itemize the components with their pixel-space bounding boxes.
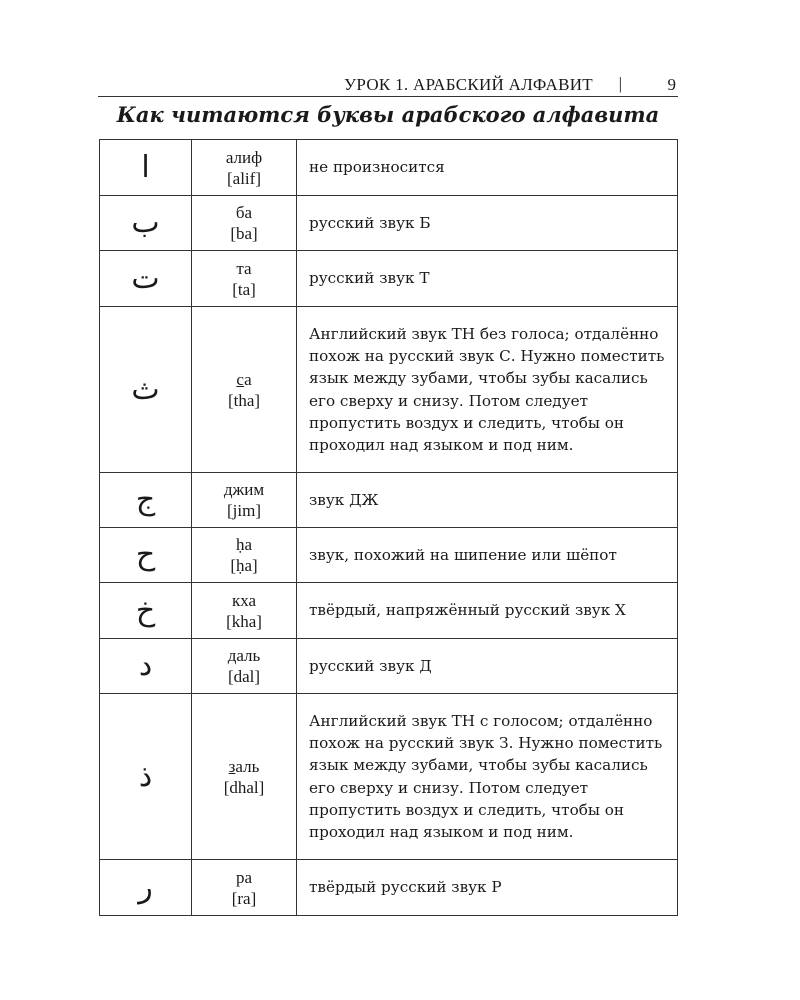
arabic-letter: خ	[100, 583, 192, 639]
letter-transliteration: [ra]	[231, 888, 257, 908]
letter-name-rest: аль	[235, 756, 260, 776]
arabic-letter: ث	[100, 307, 192, 473]
letter-row-dal	[100, 639, 678, 694]
letter-row-alif	[100, 140, 678, 196]
pronunciation-description: русский звук Б	[297, 196, 678, 251]
pronunciation-description: русский звук Т	[297, 251, 678, 307]
arabic-letter: ح	[100, 528, 192, 583]
arabic-letter: د	[100, 639, 192, 694]
pronunciation-description: не произносится	[297, 140, 678, 196]
letter-name	[192, 756, 296, 777]
letter-transliteration: [kha]	[226, 611, 262, 631]
letter-transliteration: [alif]	[227, 168, 261, 188]
letter-row-ba	[100, 196, 678, 251]
letter-name-underlined: з	[228, 756, 236, 776]
letter-transliteration: [ḥa]	[230, 556, 258, 575]
letter-name: ра	[235, 867, 253, 887]
letter-name-cell	[192, 473, 297, 528]
letter-name	[192, 369, 296, 390]
letter-transliteration: [jim]	[227, 501, 261, 520]
letter-name-cell	[192, 251, 297, 307]
header-separator: |	[618, 74, 622, 93]
letter-name: джим	[223, 480, 265, 499]
pronunciation-description: твёрдый русский звук Р	[297, 860, 678, 916]
arabic-letter: ب	[100, 196, 192, 251]
pronunciation-description: русский звук Д	[297, 639, 678, 694]
letter-name: ḥа	[235, 535, 253, 554]
letter-name: ба	[235, 203, 253, 222]
letter-name: алиф	[225, 147, 263, 167]
letter-row-ra	[100, 860, 678, 916]
letter-name-cell	[192, 528, 297, 583]
letter-row-tha	[100, 307, 678, 473]
letter-transliteration: [ta]	[232, 279, 256, 299]
arabic-letter: ا	[100, 140, 192, 196]
letter-name-underlined: с	[236, 369, 245, 389]
section-title: Как читаются буквы арабского алфавита	[116, 102, 660, 127]
letter-row-dhal	[100, 694, 678, 860]
letter-name-cell	[192, 140, 297, 196]
letter-transliteration: [tha]	[227, 390, 261, 410]
letter-name-cell	[192, 583, 297, 639]
arabic-letter: ذ	[100, 694, 192, 860]
letter-name-cell	[192, 196, 297, 251]
letter-transliteration: [ba]	[230, 224, 258, 243]
pronunciation-description: Английский звук TH с голосом; отдалённо похож на русский звук З. Нужно поместить язык между зубами, чтобы зубы касались его сверху и снизу. Потом следует пропустить воздух и следить, чтобы он проходил над языком и под ним.	[297, 694, 678, 860]
chapter-title: УРОК 1. АРАБСКИЙ АЛФАВИТ	[344, 75, 593, 94]
letter-name-cell	[192, 639, 297, 694]
arabic-letter: ت	[100, 251, 192, 307]
letter-name-cell	[192, 694, 297, 860]
running-header	[98, 74, 678, 97]
pronunciation-description: твёрдый, напряжённый русский звук Х	[297, 583, 678, 639]
letter-row-jim	[100, 473, 678, 528]
letter-transliteration: [dhal]	[223, 777, 265, 797]
letter-row-ha	[100, 528, 678, 583]
letter-name-cell	[192, 307, 297, 473]
letter-row-kha	[100, 583, 678, 639]
letter-name-cell	[192, 860, 297, 916]
pronunciation-description: звук ДЖ	[297, 473, 678, 528]
letter-name-rest: а	[244, 369, 252, 389]
letter-name: та	[236, 258, 252, 278]
letter-name: даль	[227, 646, 261, 665]
letter-transliteration: [dal]	[227, 667, 261, 686]
page-number: 9	[667, 75, 676, 94]
pronunciation-description: звук, похожий на шипение или шёпот	[297, 528, 678, 583]
pronunciation-description: Английский звук TH без голоса; отдалённо похож на русский звук С. Нужно поместить язык между зубами, чтобы зубы касались его сверху и снизу. Потом следует пропустить воздух и следить, чтобы он проходил над языком и под ним.	[297, 307, 678, 473]
letter-name: кха	[231, 590, 257, 610]
arabic-letter: ر	[100, 860, 192, 916]
letter-row-ta	[100, 251, 678, 307]
arabic-alphabet-table	[99, 139, 678, 916]
arabic-letter: ج	[100, 473, 192, 528]
